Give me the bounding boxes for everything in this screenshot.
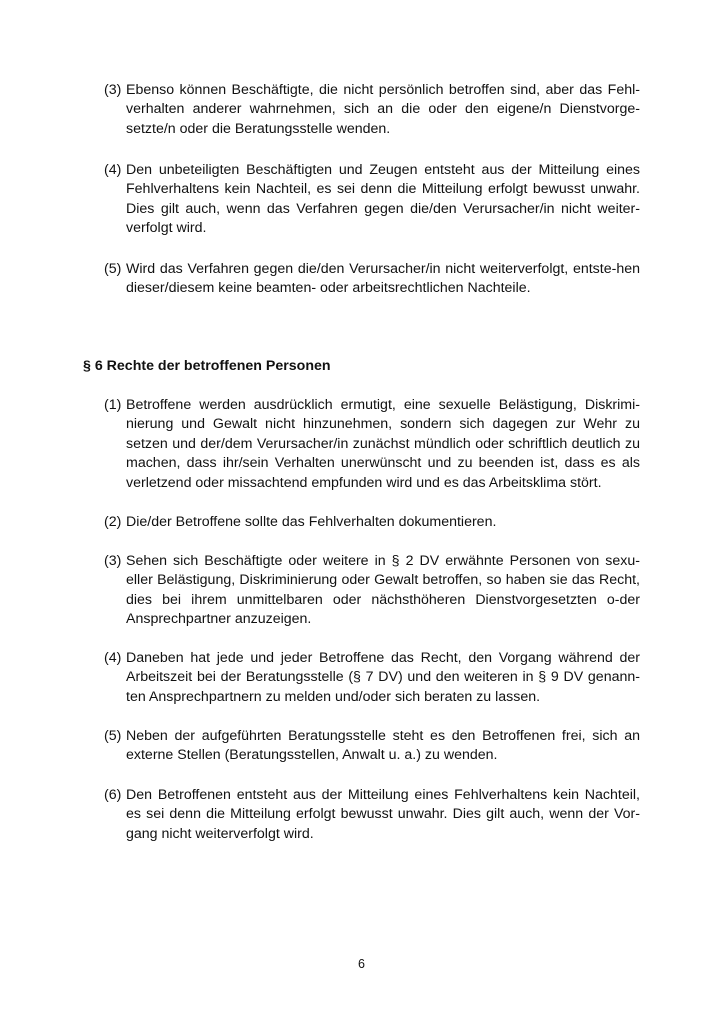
paragraph-5 bbox=[104, 260, 640, 299]
paragraph-number: (3) bbox=[104, 553, 122, 569]
page-number: 6 bbox=[358, 957, 365, 971]
section6-paragraph-5 bbox=[104, 727, 640, 766]
paragraph-text: Betroffene werden ausdrücklich ermutigt, eine sexuelle Belästigung, Diskrimi-nierung und Gewalt nicht hinzunehmen, sondern sich dagegen zur Wehr zu setzen und der/dem Verursacher/in zunächst mündlich oder schriftlich deutlich zu machen, dass ihr/sein Verhalten unerwünscht und zu beenden ist, dass es als verletzend oder missachtend empfunden wird und es das Arbeitsklima stört. bbox=[126, 397, 640, 491]
paragraph-text: Daneben hat jede und jeder Betroffene das Recht, den Vorgang während der Arbeitszeit bei der Beratungsstelle (§ 7 DV) und den weiteren in § 9 DV genann-ten Ansprechpartnern zu melden und/oder sich beraten zu lassen. bbox=[126, 650, 640, 705]
paragraph-number: (4) bbox=[104, 650, 122, 666]
paragraph-number: (6) bbox=[104, 787, 122, 803]
section6-paragraph-2 bbox=[104, 513, 640, 532]
paragraph-4 bbox=[104, 161, 640, 239]
paragraph-3 bbox=[104, 81, 640, 139]
paragraph-text: Die/der Betroffene sollte das Fehlverhalten dokumentieren. bbox=[126, 514, 497, 530]
paragraph-number: (3) bbox=[104, 82, 122, 98]
paragraph-text: Den Betroffenen entsteht aus der Mitteilung eines Fehlverhaltens kein Nachteil, es sei denn die Mitteilung erfolgt bewusst unwahr. Dies gilt auch, wenn der Vor-gang nicht weiterverfolgt wird. bbox=[126, 787, 640, 842]
section6-paragraph-3 bbox=[104, 552, 640, 630]
section6-paragraph-4 bbox=[104, 649, 640, 707]
paragraph-number: (5) bbox=[104, 261, 122, 277]
section6-paragraph-1 bbox=[104, 396, 640, 493]
paragraph-number: (2) bbox=[104, 514, 122, 530]
paragraph-text: Sehen sich Beschäftigte oder weitere in § 2 DV erwähnte Personen von sexu-eller Belästigung, Diskriminierung oder Gewalt betroffen, so haben sie das Recht, dies bei ihrem unmittelbaren oder nächsthöheren Dienstvorgesetzten o-der Ansprechpartner anzuzeigen. bbox=[126, 553, 640, 628]
paragraph-number: (1) bbox=[104, 397, 122, 413]
section6-paragraph-6 bbox=[104, 786, 640, 844]
paragraph-number: (4) bbox=[104, 162, 122, 178]
paragraph-text: Den unbeteiligten Beschäftigten und Zeugen entsteht aus der Mitteilung eines Fehlverhaltens kein Nachteil, es sei denn die Mitteilung erfolgt bewusst unwahr. Dies gilt auch, wenn das Verfahren gegen die/den Verursacher/in nicht weiter-verfolgt wird. bbox=[126, 162, 640, 237]
paragraph-text: Ebenso können Beschäftigte, die nicht persönlich betroffen sind, aber das Fehl-verhalten anderer wahrnehmen, sich an die oder den eigene/n Dienstvorge-setzte/n oder die Beratungsstelle wenden. bbox=[126, 82, 640, 137]
paragraph-text: Neben der aufgeführten Beratungsstelle steht es den Betroffenen frei, sich an externe Stellen (Beratungsstellen, Anwalt u. a.) zu wenden. bbox=[126, 728, 640, 764]
paragraph-text: Wird das Verfahren gegen die/den Verursacher/in nicht weiterverfolgt, entste-hen dieser/diesem keine beamten- oder arbeitsrechtlichen Nachteile. bbox=[126, 261, 640, 297]
paragraph-number: (5) bbox=[104, 728, 122, 744]
section-heading: § 6 Rechte der betroffenen Personen bbox=[83, 358, 331, 374]
